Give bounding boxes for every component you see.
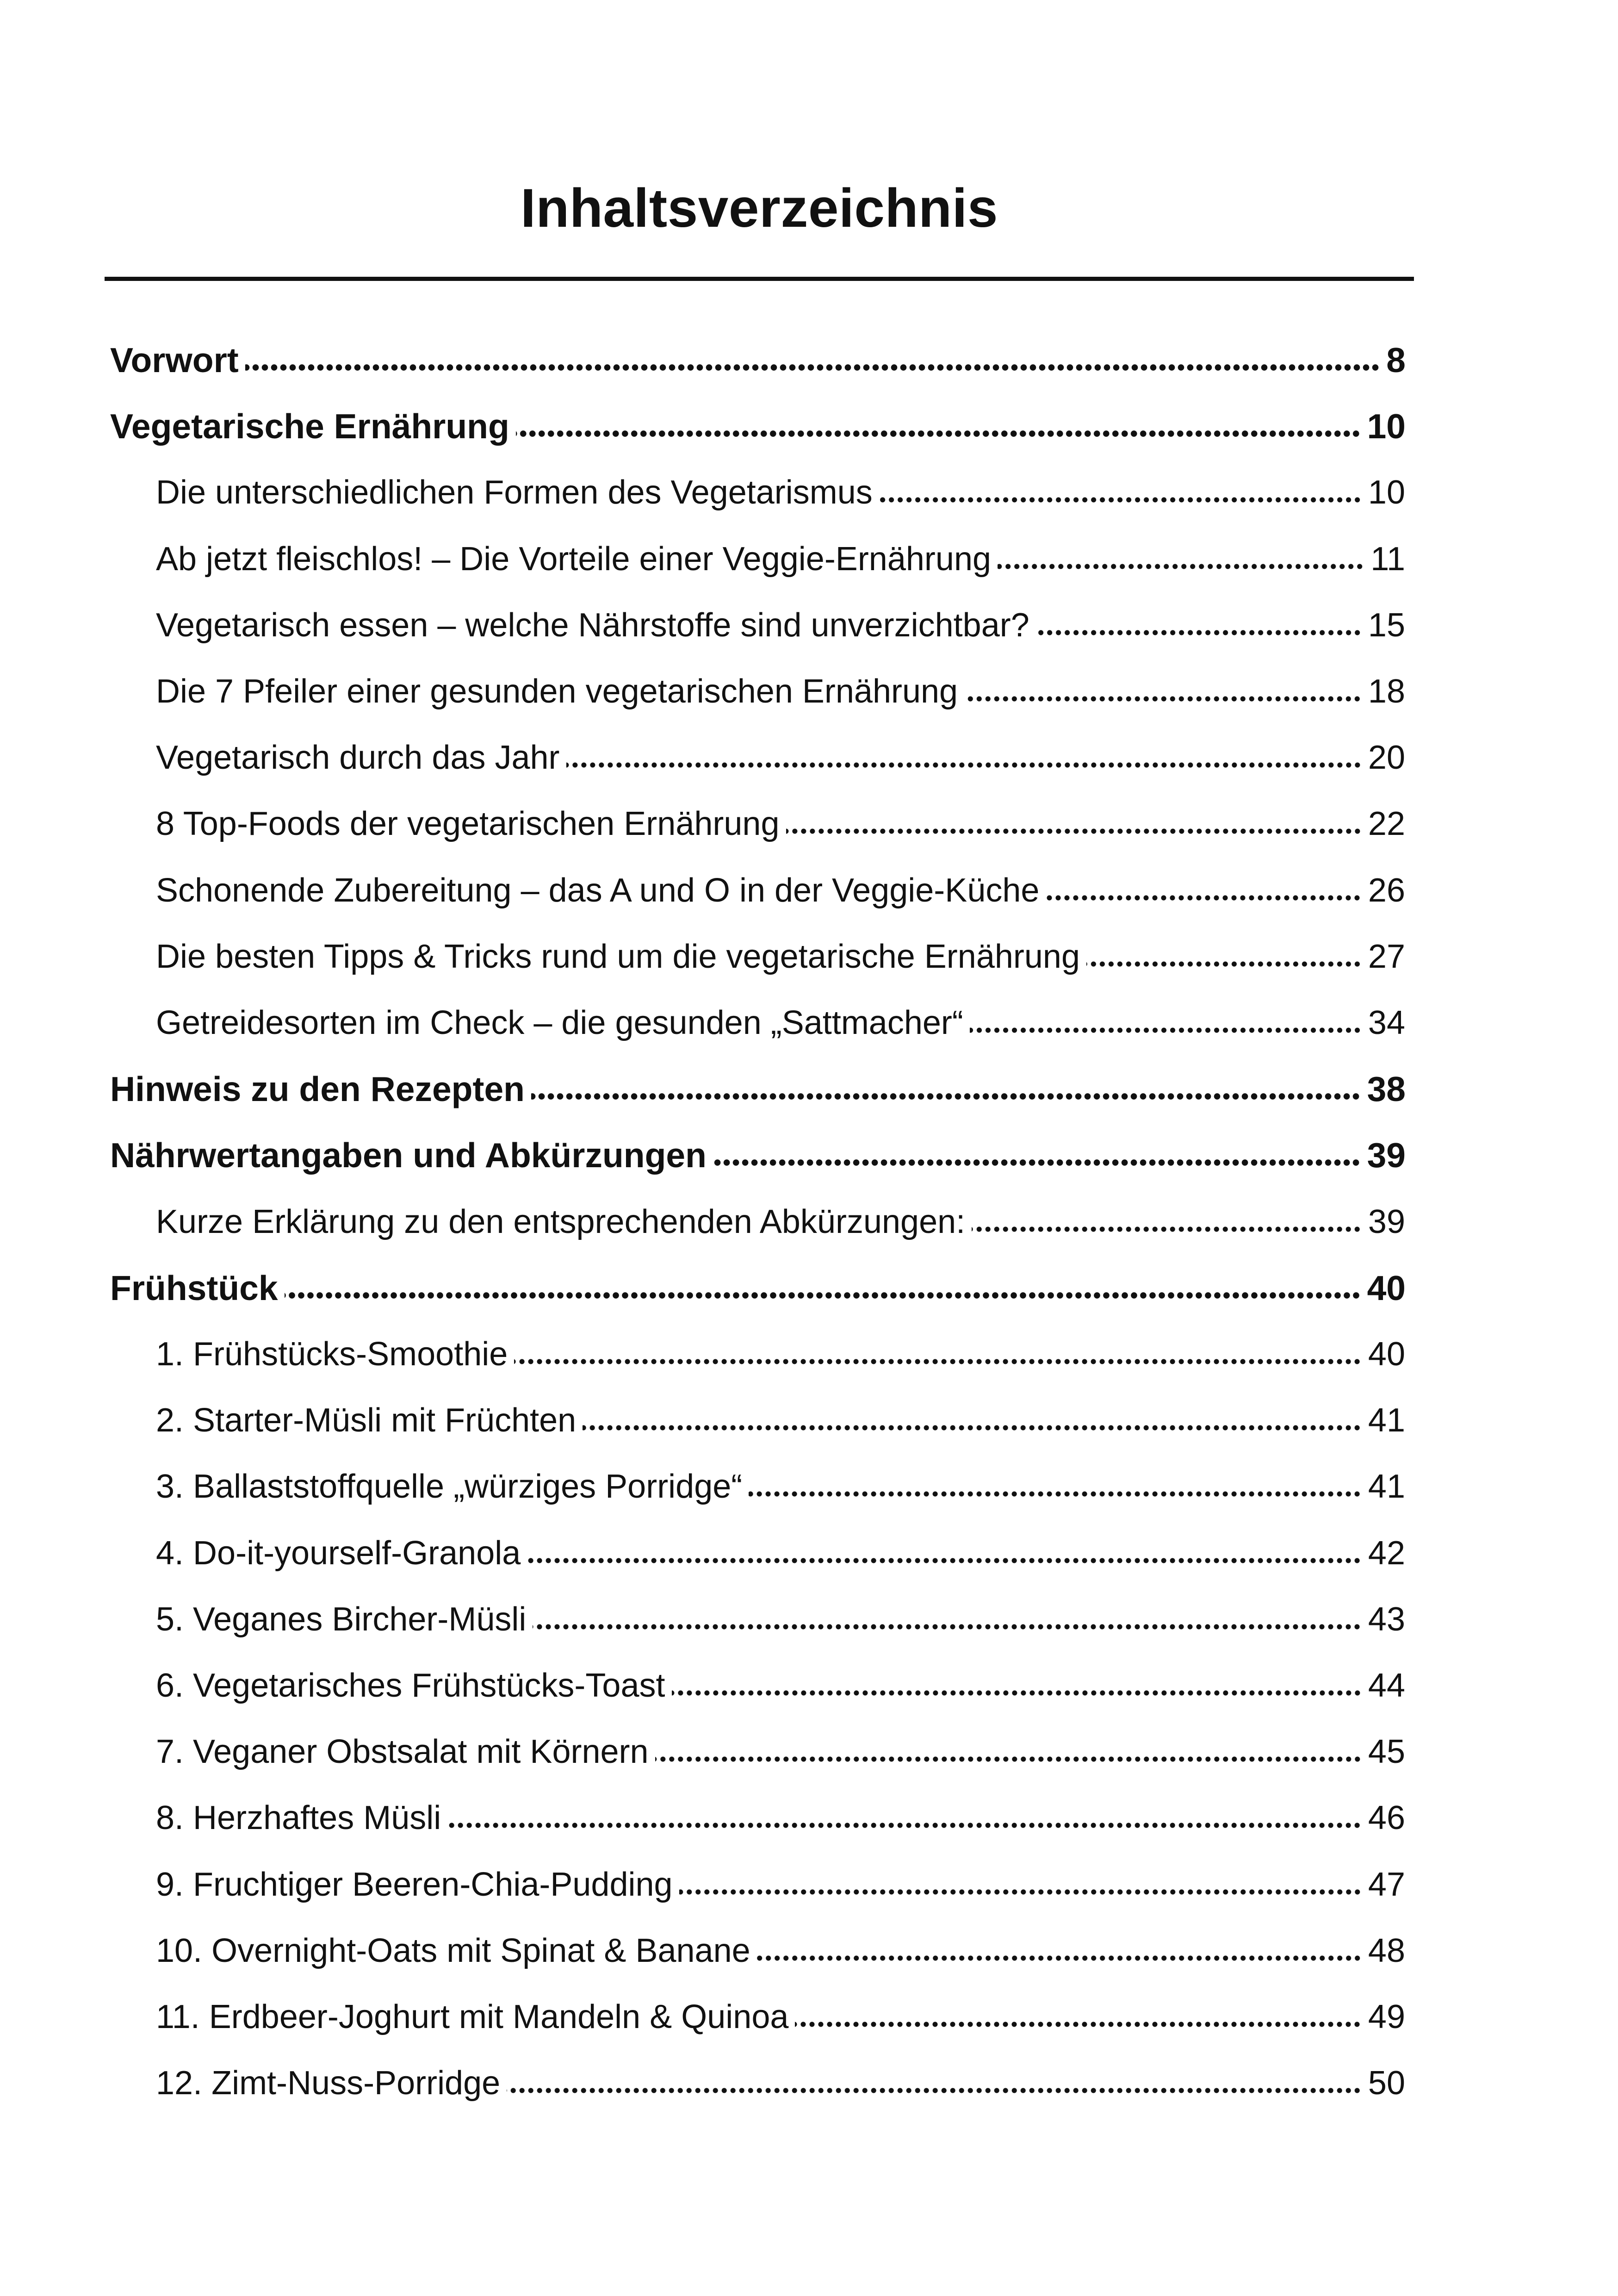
toc-page-number: 38 <box>1367 1070 1406 1108</box>
toc-section-entry <box>156 1852 1405 1917</box>
toc-chapter-entry <box>110 327 1406 393</box>
toc-entry-title: Vegetarische Ernährung <box>110 407 509 446</box>
toc-section-entry <box>156 1587 1405 1652</box>
dot-leader <box>672 1688 1362 1698</box>
toc-section-entry <box>156 990 1405 1056</box>
dot-leader <box>679 1887 1362 1897</box>
dot-leader <box>1046 893 1362 902</box>
toc-page-number: 48 <box>1368 1932 1405 1969</box>
toc-section-entry <box>156 1785 1405 1851</box>
toc-section-entry <box>156 1719 1405 1785</box>
toc-page-number: 44 <box>1368 1667 1405 1704</box>
toc-entry-title: 7. Veganer Obstsalat mit Körnern <box>156 1733 649 1770</box>
toc-page-number: 47 <box>1368 1866 1405 1903</box>
dot-leader <box>972 1225 1362 1234</box>
toc-entry-title: 4. Do-it-yourself-Granola <box>156 1535 521 1572</box>
toc-entry-title: 3. Ballaststoffquelle „würziges Porridge“ <box>156 1468 743 1505</box>
toc-entry-title: 8. Herzhaftes Müsli <box>156 1799 441 1836</box>
toc-section-entry <box>156 659 1405 724</box>
toc-entry-title: Ab jetzt fleischlos! – Die Vorteile einer Veggie-Ernährung <box>156 541 992 578</box>
toc-section-entry <box>156 1653 1405 1718</box>
toc-page-number: 22 <box>1368 805 1405 842</box>
toc-section-entry <box>156 791 1405 857</box>
toc-page-number: 18 <box>1368 673 1405 710</box>
dot-leader <box>533 1622 1362 1631</box>
dot-leader <box>516 429 1361 438</box>
toc-page-number: 49 <box>1368 1998 1405 2035</box>
toc-page-number: 11 <box>1370 541 1405 578</box>
toc-entry-title: 9. Fruchtiger Beeren-Chia-Pudding <box>156 1866 673 1903</box>
toc-page-number: 15 <box>1368 607 1405 644</box>
toc-entry-title: Vegetarisch durch das Jahr <box>156 739 560 776</box>
dot-leader <box>713 1158 1361 1167</box>
toc-entry-title: 8 Top-Foods der vegetarischen Ernährung <box>156 805 780 842</box>
toc-entry-title: 11. Erdbeer-Joghurt mit Mandeln & Quinoa <box>156 1998 789 2035</box>
dot-leader <box>970 1026 1362 1035</box>
toc-page-number: 20 <box>1368 739 1405 776</box>
toc-entry-title: Die unterschiedlichen Formen des Vegetarismus <box>156 474 873 511</box>
toc-page-number: 40 <box>1367 1269 1406 1307</box>
toc-section-entry <box>156 924 1405 989</box>
toc-entry-title: 6. Vegetarisches Frühstücks-Toast <box>156 1667 665 1704</box>
toc-entry-title: 1. Frühstücks-Smoothie <box>156 1336 508 1373</box>
toc-page-number: 40 <box>1368 1336 1405 1373</box>
toc-section-entry <box>156 1189 1405 1255</box>
toc-entry-title: 2. Starter-Müsli mit Früchten <box>156 1402 577 1439</box>
toc-page-number: 41 <box>1368 1402 1405 1439</box>
toc-page-number: 42 <box>1368 1535 1405 1572</box>
toc-entry-title: Schonende Zubereitung – das A und O in der Veggie-Küche <box>156 872 1040 909</box>
dot-leader <box>285 1291 1361 1300</box>
toc-page-number: 26 <box>1368 872 1405 909</box>
dot-leader <box>507 2086 1362 2095</box>
dot-leader <box>245 363 1380 372</box>
dot-leader <box>583 1423 1362 1432</box>
toc-section-entry <box>156 2050 1405 2116</box>
dot-leader <box>566 760 1362 770</box>
toc-entry-title: Frühstück <box>110 1269 278 1307</box>
dot-leader <box>1036 628 1362 637</box>
page-title: Inhaltsverzeichnis <box>520 178 998 239</box>
dot-leader <box>514 1357 1362 1366</box>
toc-entry-title: Die 7 Pfeiler einer gesunden vegetarischen Ernährung <box>156 673 958 710</box>
toc-section-entry <box>156 1918 1405 1984</box>
toc-entry-title: 5. Veganes Bircher-Müsli <box>156 1601 527 1638</box>
toc-section-entry <box>156 460 1405 525</box>
toc-page-number: 43 <box>1368 1601 1405 1638</box>
toc-page-number: 50 <box>1368 2065 1405 2102</box>
dot-leader <box>447 1821 1362 1830</box>
toc-entry-title: 12. Zimt-Nuss-Porridge <box>156 2065 501 2102</box>
dot-leader <box>786 827 1362 836</box>
toc-entry-title: Vorwort <box>110 341 239 380</box>
toc-page-number: 10 <box>1367 407 1406 446</box>
toc-entry-title: Getreidesorten im Check – die gesunden „Sattmacher“ <box>156 1004 963 1041</box>
toc-page-number: 46 <box>1368 1799 1405 1836</box>
dot-leader <box>998 562 1364 571</box>
toc-section-entry <box>156 1321 1405 1387</box>
toc-section-entry <box>156 725 1405 790</box>
dot-leader <box>757 1954 1362 1963</box>
dot-leader <box>795 2020 1362 2029</box>
toc-page-number: 34 <box>1368 1004 1405 1041</box>
toc-page-number: 10 <box>1368 474 1405 511</box>
toc-entry-title: Vegetarisch essen – welche Nährstoffe sind unverzichtbar? <box>156 607 1029 644</box>
dot-leader <box>749 1489 1362 1499</box>
toc-chapter-entry <box>110 1122 1406 1188</box>
dot-leader <box>964 694 1362 703</box>
toc-section-entry <box>156 1984 1405 2050</box>
toc-section-entry <box>156 1520 1405 1586</box>
dot-leader <box>531 1092 1361 1101</box>
toc-entry-title: Hinweis zu den Rezepten <box>110 1070 525 1108</box>
toc-page-number: 39 <box>1368 1203 1405 1240</box>
toc-page-number: 8 <box>1386 341 1406 380</box>
toc-page-number: 45 <box>1368 1733 1405 1770</box>
dot-leader <box>1086 959 1362 969</box>
toc-chapter-entry <box>110 393 1406 459</box>
toc-page-number: 39 <box>1367 1136 1406 1175</box>
toc-chapter-entry <box>110 1056 1406 1122</box>
toc-entry-title: 10. Overnight-Oats mit Spinat & Banane <box>156 1932 750 1969</box>
dot-leader <box>655 1755 1362 1764</box>
toc-page-number: 27 <box>1368 938 1405 975</box>
toc-section-entry <box>156 526 1405 592</box>
toc-entry-title: Die besten Tipps & Tricks rund um die vegetarische Ernährung <box>156 938 1080 975</box>
toc-section-entry <box>156 858 1405 923</box>
toc-page-number: 41 <box>1368 1468 1405 1505</box>
toc-entry-title: Nährwertangaben und Abkürzungen <box>110 1136 707 1175</box>
toc-chapter-entry <box>110 1255 1406 1321</box>
dot-leader <box>527 1556 1362 1565</box>
dot-leader <box>879 495 1362 504</box>
toc-section-entry <box>156 1454 1405 1519</box>
toc-section-entry <box>156 1388 1405 1453</box>
toc-section-entry <box>156 592 1405 658</box>
toc-entry-title: Kurze Erklärung zu den entsprechenden Abkürzungen: <box>156 1203 966 1240</box>
